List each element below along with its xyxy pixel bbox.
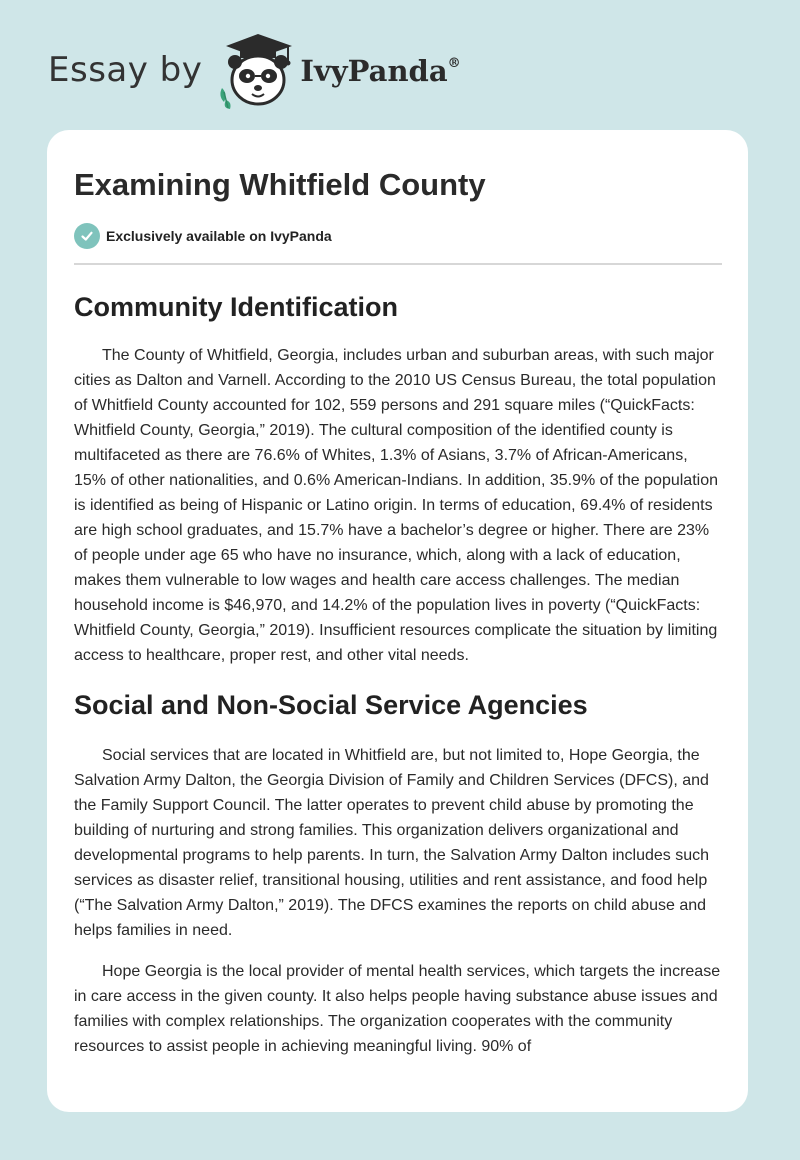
exclusive-badge <box>74 223 722 249</box>
title-divider <box>74 263 722 265</box>
panda-logo-icon <box>214 30 298 110</box>
paragraph-agencies: Social services that are located in Whitfield are, but not limited to, Hope Georgia, the Salvation Army Dalton, the Georgia Division of Family and Children Services (DFCS), and the Family Support Council. The latter operates to prevent child abuse by promoting the building of nurturing and strong families. This organization delivers organizational and developmental programs to help parents. In turn, the Salvation Army Dalton includes such services as disaster relief, transitional housing, utilities and rent assistance, and food help (“The Salvation Army Dalton,” 2019). The DFCS examines the reports on child abuse and helps families in need. <box>74 747 710 939</box>
check-icon <box>74 223 100 249</box>
section-heading-community: Community Identification <box>74 292 398 322</box>
brand-name <box>300 54 460 88</box>
site-brand[interactable] <box>48 30 461 110</box>
brand-prefix: Essay by <box>48 50 203 90</box>
paragraph-community: The County of Whitfield, Georgia, includes urban and suburban areas, with such major cities as Dalton and Varnell. According to the 2010 US Census Bureau, the total population of Whitfield County accounted for 102, 559 persons and 291 square miles (“QuickFacts: Whitfield County, Georgia,” 2019). The cultural composition of the identified county is multifaceted as there are 76.6% of Whites, 1.3% of Asians, 3.7% of African-Americans, 15% of other nationalities, and 0.6% American-Indians. In addition, 35.9% of the population is identified as being of Hispanic or Latino origin. In terms of education, 69.4% of residents are high school graduates, and 15.7% have a bachelor’s degree or higher. There are 23% of people under age 65 who have no insurance, which, along with a lack of education, makes them vulnerable to low wages and health care access challenges. The median household income is $46,970, and 14.2% of the population lives in poverty (“QuickFacts: Whitfield County, Georgia,” 2019). Insufficient resources complicate the situation by limiting access to healthcare, proper rest, and other vital needs. <box>74 347 718 664</box>
registered-mark: ® <box>447 56 461 71</box>
essay-title: Examining Whitfield County <box>74 167 486 202</box>
section-heading-agencies: Social and Non-Social Service Agencies <box>74 690 588 720</box>
essay-card <box>47 130 748 1112</box>
brand-name-text: IvyPanda <box>300 54 448 88</box>
exclusive-badge-text: Exclusively available on IvyPanda <box>106 228 332 244</box>
paragraph-hope-georgia: Hope Georgia is the local provider of mental health services, which targets the increase in care access in the given county. It also helps people having substance abuse issues and families with complex relationships. The organization cooperates with the community resources to assist people in achieving meaningful living. 90% of <box>74 963 721 1055</box>
